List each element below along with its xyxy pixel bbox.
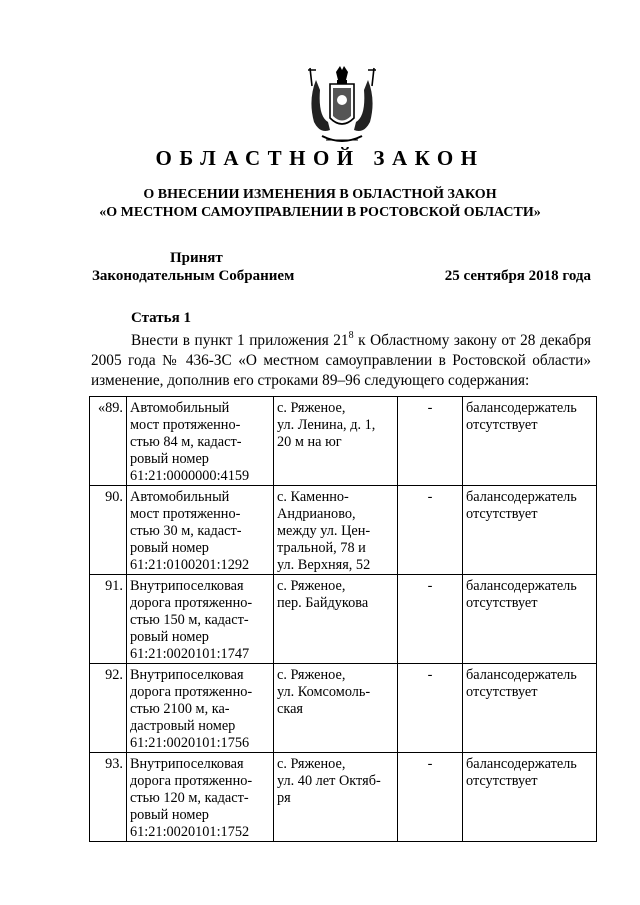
article-text-part: Внести в пункт 1 приложения 21 xyxy=(131,332,349,349)
adopted-label: Принят xyxy=(170,250,223,266)
coat-of-arms-emblem xyxy=(302,60,382,148)
article-text-line1 xyxy=(91,331,591,351)
row-number: 93. xyxy=(90,753,127,842)
object-description-line: стью 30 м, кадаст- xyxy=(130,523,242,539)
object-description-line: 61:21:0020101:1756 xyxy=(130,735,250,751)
balance-holder-line: балансодержатель xyxy=(466,578,577,594)
object-description-line: ровый номер xyxy=(130,451,209,467)
article-text-part: к Областному закону от 28 декабря xyxy=(353,332,591,349)
law-title: ОБЛАСТНОЙ ЗАКОН xyxy=(155,146,485,170)
object-description-line: стью 120 м, кадаст- xyxy=(130,790,249,806)
object-address-line: 20 м на юг xyxy=(277,434,342,450)
superscript: 8 xyxy=(348,329,354,341)
empty-cell-dash: - xyxy=(398,397,463,486)
article-text-line2: 2005 года № 436-ЗС «О местном самоуправлении в Ростовской области» xyxy=(91,352,591,369)
article-heading: Статья 1 xyxy=(131,310,191,326)
object-address-line: ря xyxy=(277,790,291,806)
object-address xyxy=(274,664,398,753)
object-description-line: дорога протяженно- xyxy=(130,595,253,611)
object-description-line: Внутрипоселковая xyxy=(130,667,244,683)
balance-holder-line: балансодержатель xyxy=(466,756,577,772)
object-description-line: мост протяженно- xyxy=(130,417,241,433)
balance-holder xyxy=(463,486,597,575)
balance-holder xyxy=(463,397,597,486)
object-description-line: стью 2100 м, ка- xyxy=(130,701,230,717)
law-subtitle-line1: О ВНЕСЕНИИ ИЗМЕНЕНИЯ В ОБЛАСТНОЙ ЗАКОН xyxy=(143,187,497,202)
row-number: 92. xyxy=(90,664,127,753)
object-description-line: дорога протяженно- xyxy=(130,684,253,700)
table-row xyxy=(90,753,597,842)
object-address xyxy=(274,397,398,486)
balance-holder-line: отсутствует xyxy=(466,684,538,700)
object-description-line: Внутрипоселковая xyxy=(130,756,244,772)
object-description-line: Внутрипоселковая xyxy=(130,578,244,594)
object-description-line: ровый номер xyxy=(130,629,209,645)
object-address-line: с. Ряженое, xyxy=(277,667,346,683)
object-description xyxy=(127,397,274,486)
amendment-table xyxy=(89,396,597,842)
table-row xyxy=(90,486,597,575)
article-text-line3: изменение, дополнив его строками 89–96 следующего содержания: xyxy=(91,372,530,389)
table-row xyxy=(90,397,597,486)
object-address xyxy=(274,575,398,664)
row-number: 91. xyxy=(90,575,127,664)
object-address xyxy=(274,486,398,575)
row-number: «89. xyxy=(90,397,127,486)
object-description xyxy=(127,664,274,753)
object-description-line: 61:21:0020101:1752 xyxy=(130,824,250,840)
object-description-line: дорога протяженно- xyxy=(130,773,253,789)
row-number: 90. xyxy=(90,486,127,575)
object-description-line: Автомобильный xyxy=(130,489,230,505)
empty-cell-dash: - xyxy=(398,575,463,664)
object-description-line: 61:21:0020101:1747 xyxy=(130,646,250,662)
balance-holder-line: балансодержатель xyxy=(466,667,577,683)
law-subtitle-line2: «О МЕСТНОМ САМОУПРАВЛЕНИИ В РОСТОВСКОЙ ОБЛАСТИ» xyxy=(99,205,541,220)
object-description-line: ровый номер xyxy=(130,807,209,823)
balance-holder-line: отсутствует xyxy=(466,773,538,789)
balance-holder xyxy=(463,575,597,664)
object-description-line: 61:21:0100201:1292 xyxy=(130,557,250,573)
object-description-line: ровый номер xyxy=(130,540,209,556)
object-description-line: Автомобильный xyxy=(130,400,230,416)
object-address-line: ул. 40 лет Октяб- xyxy=(277,773,381,789)
object-address-line: тральной, 78 и xyxy=(277,540,366,556)
object-address-line: с. Ряженое, xyxy=(277,756,346,772)
balance-holder-line: отсутствует xyxy=(466,506,538,522)
balance-holder-line: отсутствует xyxy=(466,595,538,611)
object-address-line: ул. Верхняя, 52 xyxy=(277,557,371,573)
empty-cell-dash: - xyxy=(398,664,463,753)
empty-cell-dash: - xyxy=(398,753,463,842)
object-description-line: дастровый номер xyxy=(130,718,236,734)
table-row xyxy=(90,664,597,753)
table-row xyxy=(90,575,597,664)
object-description-line: мост протяженно- xyxy=(130,506,241,522)
balance-holder xyxy=(463,753,597,842)
empty-cell-dash: - xyxy=(398,486,463,575)
balance-holder-line: балансодержатель xyxy=(466,489,577,505)
balance-holder-line: балансодержатель xyxy=(466,400,577,416)
object-address-line: между ул. Цен- xyxy=(277,523,371,539)
object-address-line: ул. Ленина, д. 1, xyxy=(277,417,376,433)
adoption-date: 25 сентября 2018 года xyxy=(444,268,591,284)
object-address-line: с. Ряженое, xyxy=(277,578,346,594)
object-address-line: пер. Байдукова xyxy=(277,595,369,611)
object-description xyxy=(127,753,274,842)
object-address-line: Андрианово, xyxy=(277,506,356,522)
balance-holder xyxy=(463,664,597,753)
object-address-line: с. Ряженое, xyxy=(277,400,346,416)
object-description-line: 61:21:0000000:4159 xyxy=(130,468,250,484)
adopted-by: Законодательным Собранием xyxy=(92,268,295,284)
object-description xyxy=(127,575,274,664)
object-description xyxy=(127,486,274,575)
object-description-line: стью 150 м, кадаст- xyxy=(130,612,249,628)
object-address-line: ул. Комсомоль- xyxy=(277,684,371,700)
object-description-line: стью 84 м, кадаст- xyxy=(130,434,242,450)
object-address-line: ская xyxy=(277,701,303,717)
object-address-line: с. Каменно- xyxy=(277,489,349,505)
balance-holder-line: отсутствует xyxy=(466,417,538,433)
object-address xyxy=(274,753,398,842)
